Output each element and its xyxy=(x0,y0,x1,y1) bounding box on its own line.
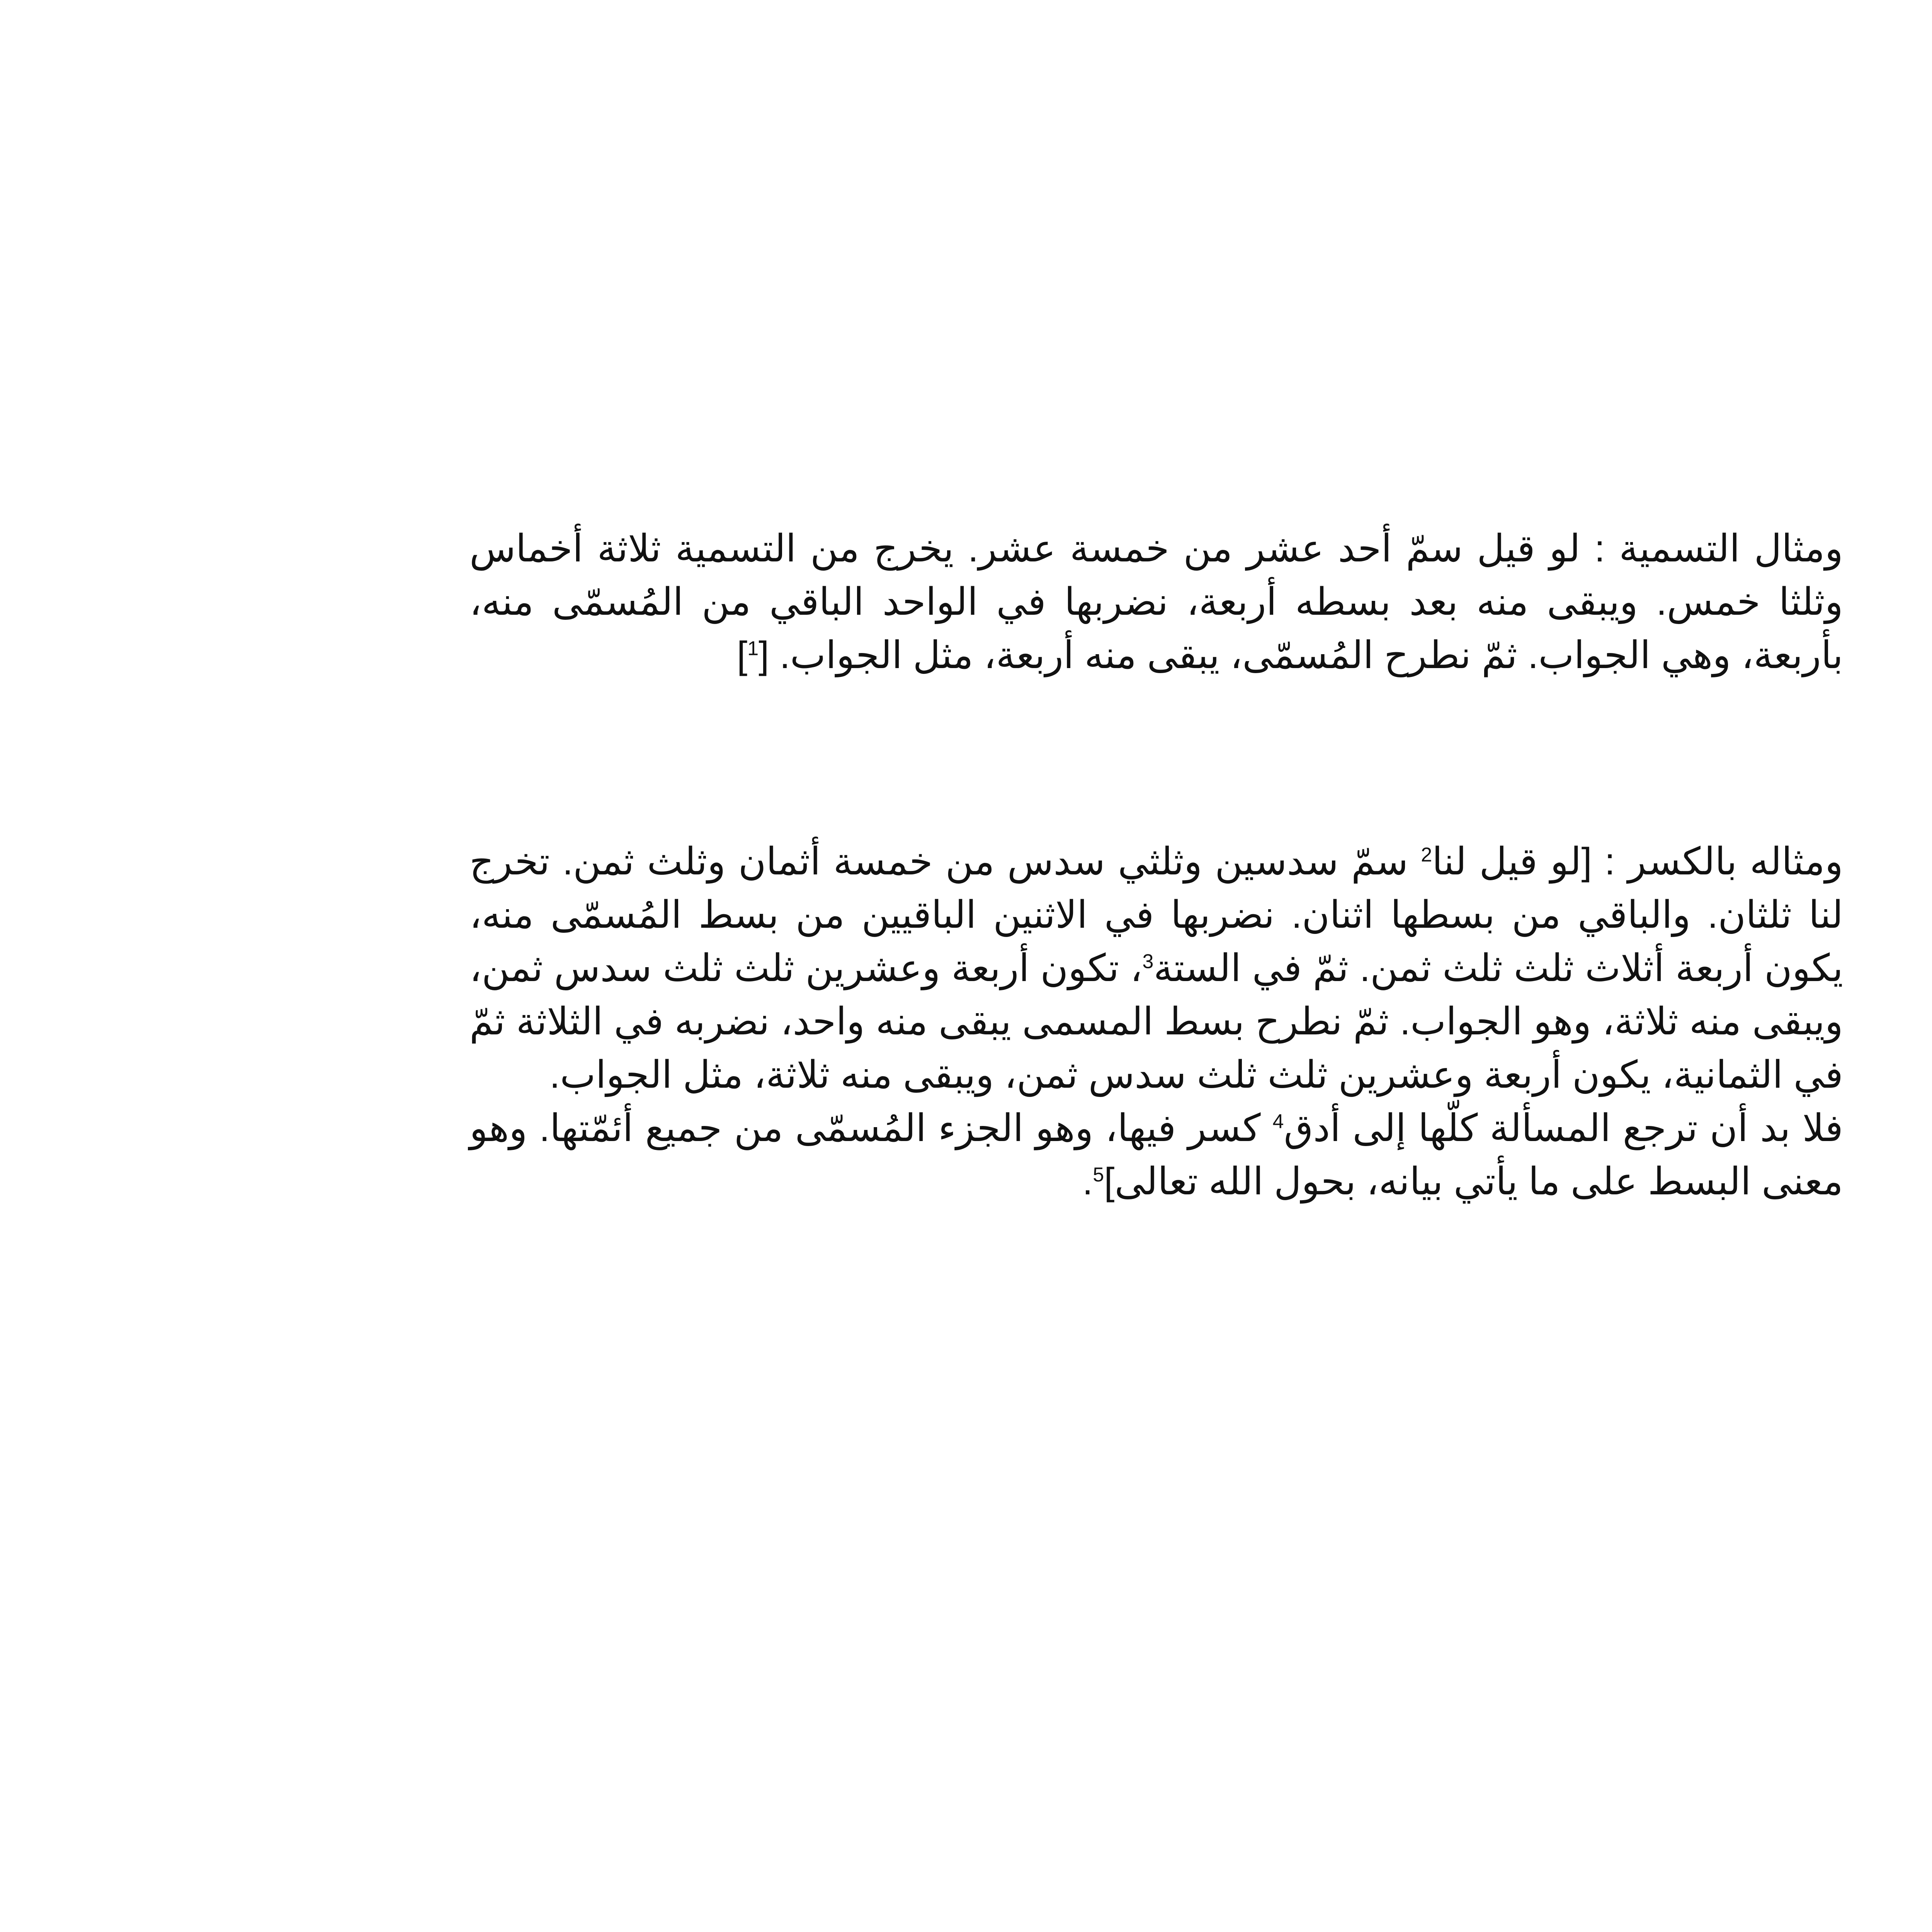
paragraph-text-part: كسر فيها، وهو الجزء المُسمّى من جميع أئمّتها. وهو معنى البسط على ما يأتي بيانه، بحول الله تعالى] xyxy=(469,1107,1843,1202)
paragraph-fraction-example xyxy=(469,835,1843,1208)
footnote-ref: 2 xyxy=(1421,844,1432,866)
paragraph-text-part: فلا بد أن ترجع المسألة كلّها إلى أدق xyxy=(1284,1107,1843,1149)
footnote-ref: 5 xyxy=(1093,1163,1104,1186)
paragraph-text xyxy=(469,522,1843,682)
paragraph-text-part: سمّ سدسين وثلثي سدس من خمسة أثمان وثلث ثمن. تخرج لنا ثلثان. والباقي من بسطها اثنان. نضربها في الاثنين الباقيين من بسط المُسمّى منه، يكون أربعة أثلاث ثلث ثلث ثمن. ثمّ في الستة xyxy=(469,840,1843,989)
footnote-ref: 3 xyxy=(1142,950,1154,973)
bracket-close: ] xyxy=(736,634,748,676)
paragraph-text xyxy=(469,835,1843,1101)
paragraph-text-main: ومثال التسمية : لو قيل سمّ أحد عشر من خمسة عشر. يخرج من التسمية ثلاثة أخماس وثلثا خمس. ويبقى منه بعد بسطه أربعة، نضربها في الواحد الباقي من المُسمّى منه، بأربعة، وهي الجواب. ثمّ نطرح المُسمّى، يبقى منه أربعة، مثل الجواب. [ xyxy=(469,527,1844,676)
paragraph-text-end: . xyxy=(1082,1160,1093,1202)
footnote-ref: 1 xyxy=(747,637,759,660)
paragraph-text xyxy=(469,1101,1843,1208)
paragraph-text-part: ومثاله بالكسر : [لو قيل لنا xyxy=(1432,840,1843,883)
footnote-ref: 4 xyxy=(1272,1110,1284,1133)
paragraph-text-part: ، تكون أربعة وعشرين ثلث ثلث سدس ثمن، ويبقى منه ثلاثة، وهو الجواب. ثمّ نطرح بسط المسمى يبقى منه واحد، نضربه في الثلاثة ثمّ في الثمانية، يكون أربعة وعشرين ثلث ثلث سدس ثمن، ويبقى منه ثلاثة، مثل الجواب. xyxy=(469,947,1843,1096)
paragraph-naming-example xyxy=(469,522,1843,682)
